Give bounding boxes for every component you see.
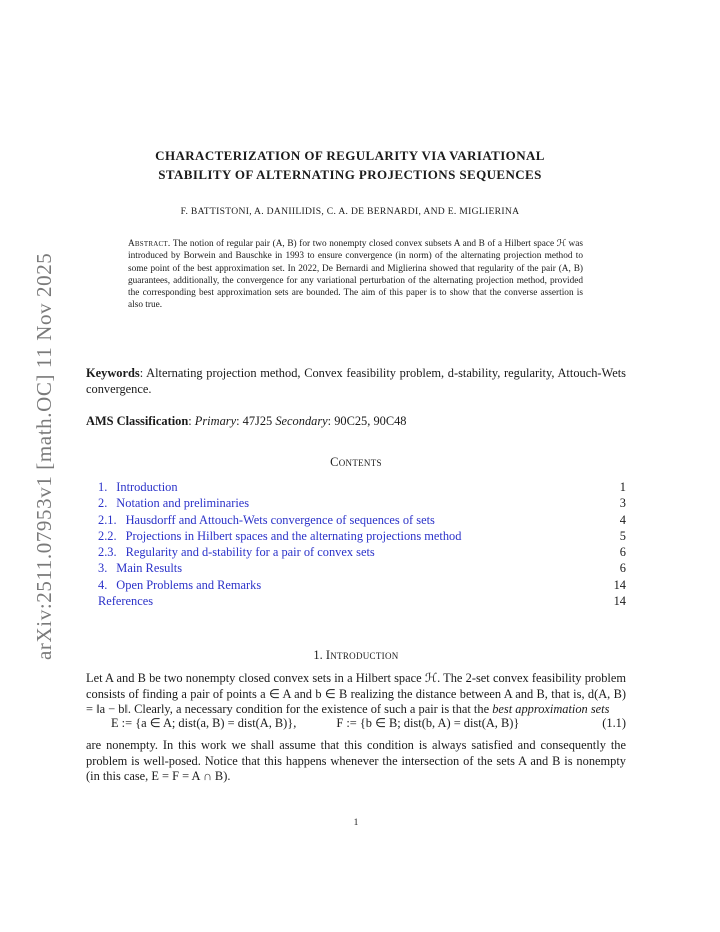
toc-item-number: 3. — [98, 561, 108, 576]
toc-item-page: 5 — [619, 528, 626, 543]
section-number: 1. — [313, 648, 323, 662]
section-title: Introduction — [325, 648, 399, 662]
paper-title — [90, 146, 610, 184]
toc-item-label[interactable]: Hausdorff and Attouch-Wets convergence of sequences of sets — [125, 512, 435, 527]
keywords — [86, 366, 626, 397]
toc-item-label[interactable]: Open Problems and Remarks — [116, 577, 262, 592]
toc-item[interactable] — [98, 528, 626, 544]
abstract-text: The notion of regular pair (A, B) for two nonempty closed convex subsets A and B of a Hilbert space ℋ was introduced by Borwein and Bauschke in 1993 to ensure convergence (in norm) of the alternating projection method to some point of the best approximation set. In 2022, De Bernardi and Miglierina showed that regularity of the pair (A, B) guarantees, additionally, the convergence for any variational perturbation of the alternating projection method, provided the corresponding best approximation sets are bounded. The aim of this paper is to show that the converse assertion is also true. — [128, 239, 584, 311]
toc-item-page: 6 — [619, 561, 626, 576]
abstract — [128, 238, 583, 312]
intro-paragraph-2: are nonempty. In this work we shall assume that this condition is always satisfied and consequently the problem is well-posed. Notice that this happens whenever the intersection of the sets A and B is nonempty (in this case, E = F = A ∩ B). — [86, 738, 626, 783]
ams-secondary-label: Secondary — [275, 414, 328, 428]
toc-item-number: 2. — [98, 496, 108, 511]
page-number: 1 — [353, 818, 359, 828]
toc-item[interactable] — [98, 495, 626, 511]
toc-item-label[interactable]: Introduction — [116, 480, 178, 494]
toc-item-page: 14 — [613, 577, 626, 592]
intro-paragraph-1-text: Let A and B be two nonempty closed convex sets in a Hilbert space ℋ. The 2-set convex feasibility problem consists of finding a pair of points a ∈ A and b ∈ B realizing the distance between A and B, that is, d(A, B) = ‖a − b‖. Clearly, a necessary condition for the existence of such a pair is that the — [86, 671, 626, 716]
toc-item[interactable] — [98, 593, 626, 609]
toc-item-label[interactable]: Main Results — [116, 561, 183, 576]
ams-primary: : 47J25 — [236, 414, 273, 428]
toc-item-number: 2.3. — [98, 545, 117, 560]
ams-classification: AMS Classification: Primary: 47J25 Secondary: 90C25, 90C48 — [86, 414, 407, 428]
toc-item[interactable] — [98, 479, 626, 495]
toc-item-number: 2.2. — [98, 528, 117, 543]
arxiv-identifier[interactable]: arXiv:2511.07953v1 [math.OC] 11 Nov 2025 — [32, 252, 56, 660]
toc-item-number: 2.1. — [98, 512, 117, 527]
toc-item-number: 4. — [98, 577, 108, 592]
equation-number: (1.1) — [602, 715, 626, 730]
equation-left: E := {a ∈ A; dist(a, B) = dist(A, B)}, — [111, 716, 297, 730]
ams-label: AMS Classification — [86, 414, 189, 428]
title-line-2: STABILITY OF ALTERNATING PROJECTIONS SEQUENCES — [158, 167, 542, 182]
author-list: F. BATTISTONI, A. DANIILIDIS, C. A. DE BERNARDI, AND E. MIGLIERINA — [180, 206, 520, 217]
toc-item-page: 4 — [619, 512, 626, 527]
toc-item[interactable] — [98, 544, 626, 560]
section-heading-introduction — [86, 648, 626, 663]
title-line-1: CHARACTERIZATION OF REGULARITY VIA VARIATIONAL — [155, 148, 545, 163]
keywords-label: Keywords — [86, 366, 140, 380]
keywords-text: : Alternating projection method, Convex feasibility problem, d-stability, regularity, Attouch-Wets convergence. — [86, 366, 626, 396]
toc-item[interactable] — [98, 577, 626, 593]
intro-paragraph-1 — [86, 671, 626, 718]
ams-primary-label: Primary — [194, 414, 237, 428]
table-of-contents — [98, 479, 626, 609]
equation-right: F := {b ∈ B; dist(b, A) = dist(A, B)} — [336, 716, 520, 730]
toc-item-page: 1 — [619, 480, 626, 494]
abstract-label: Abstract. — [128, 239, 171, 249]
toc-item-page: 6 — [619, 545, 626, 560]
toc-item-page: 14 — [613, 594, 626, 609]
toc-item-label[interactable]: References — [98, 594, 154, 609]
toc-item-label[interactable]: Projections in Hilbert spaces and the alternating projections method — [125, 528, 462, 543]
toc-item[interactable] — [98, 512, 626, 528]
equation-1-1 — [86, 715, 626, 731]
toc-item-label[interactable]: Notation and preliminaries — [116, 496, 250, 511]
toc-item-page: 3 — [619, 496, 626, 511]
contents-heading: Contents — [330, 455, 382, 469]
ams-secondary: : 90C25, 90C48 — [327, 414, 407, 428]
toc-item-number: 1. — [98, 480, 108, 494]
toc-item-label[interactable]: Regularity and d-stability for a pair of convex sets — [125, 545, 375, 560]
intro-paragraph-1-emphasis: best approximation sets — [492, 702, 610, 716]
toc-item[interactable] — [98, 560, 626, 576]
